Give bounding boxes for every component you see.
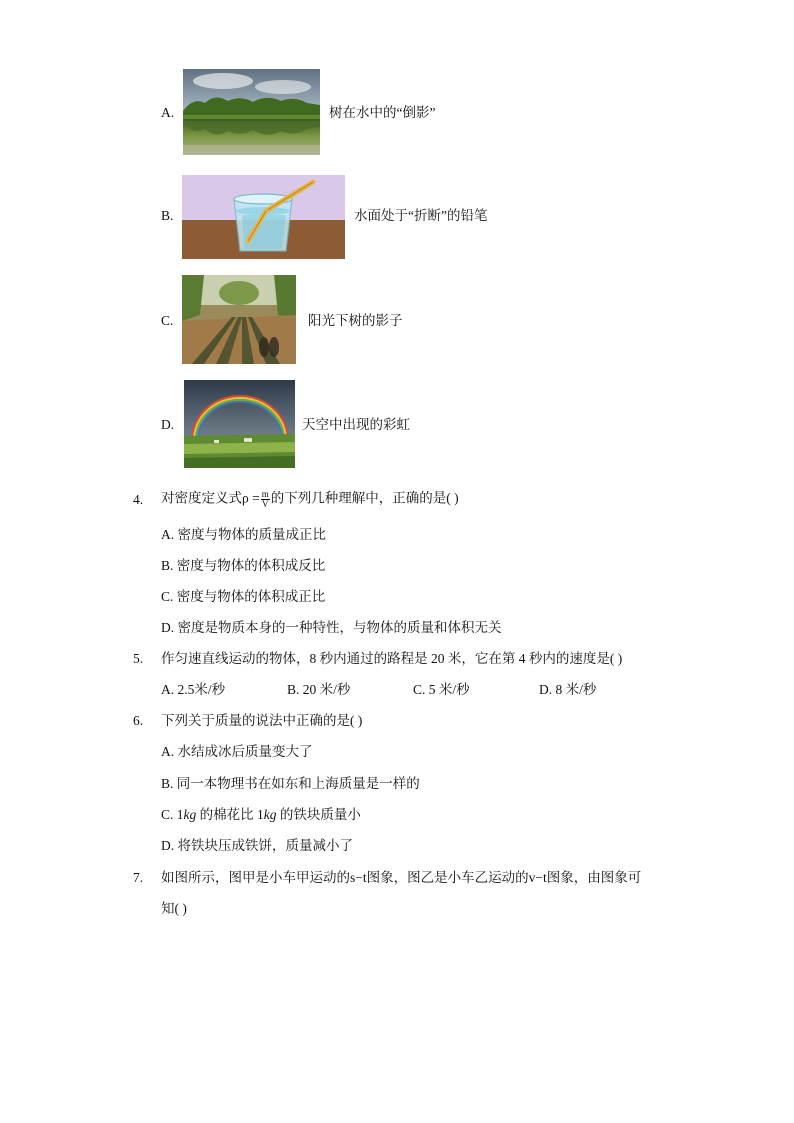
option-text: 密度与物体的质量成正比 — [177, 527, 326, 542]
option-letter: A. — [161, 744, 175, 759]
tree-reflection-image — [183, 69, 320, 155]
option-letter: B. — [161, 208, 174, 223]
option-letter: A. — [161, 682, 175, 697]
option-text: 20 米/秒 — [302, 682, 351, 697]
question-stem — [161, 490, 459, 509]
option-text: 水结成冰后质量变大了 — [177, 744, 313, 759]
rainbow-photo-icon — [184, 380, 295, 468]
question-stem-line-1: 如图所示，图甲是小车甲运动的s−t图象，图乙是小车乙运动的v−t图象，由图象可 — [161, 870, 642, 885]
fraction-denominator: V — [261, 499, 269, 509]
option-b — [161, 776, 420, 792]
option-text: 将铁块压成铁饼，质量减小了 — [177, 838, 353, 853]
fraction-numerator: m — [261, 489, 269, 499]
pencil-in-water-illustration-icon — [182, 175, 345, 259]
density-fraction — [261, 490, 270, 509]
tree-shadow-photo-icon — [182, 275, 296, 364]
stem-before-formula: 对密度定义式ρ = — [161, 490, 260, 506]
tree-reflection-photo-icon — [183, 69, 320, 155]
option-a — [161, 744, 313, 760]
option-caption: 阳光下树的影子 — [308, 313, 403, 328]
option-text: 8 米/秒 — [555, 682, 597, 697]
question-number: 5. — [133, 651, 144, 666]
option-a — [161, 527, 326, 543]
unit-kg: kg — [183, 807, 197, 822]
option-letter: A. — [161, 105, 175, 120]
option-letter: C. — [161, 807, 174, 822]
option-text-part: 1 — [176, 807, 184, 822]
option-letter: B. — [161, 558, 174, 573]
option-letter: D. — [161, 838, 175, 853]
option-caption: 天空中出现的彩虹 — [302, 417, 410, 432]
option-letter: B. — [161, 776, 174, 791]
question-stem-line-2: 知( ) — [161, 901, 187, 916]
option-text: 5 米/秒 — [428, 682, 470, 697]
question-stem: 下列关于质量的说法中正确的是( ) — [161, 713, 363, 728]
option-text-part: 的铁块质量小 — [276, 807, 361, 822]
option-c — [161, 807, 361, 823]
option-text-part: 的棉花比 1 — [196, 807, 264, 822]
option-text: 密度与物体的体积成反比 — [176, 558, 326, 573]
option-caption: 树在水中的“倒影” — [329, 105, 436, 120]
option-text: 密度与物体的体积成正比 — [176, 589, 326, 604]
option-d — [161, 838, 353, 854]
option-c — [413, 682, 470, 698]
option-letter: C. — [161, 589, 174, 604]
option-b — [287, 682, 350, 698]
tree-shadow-image — [182, 275, 296, 364]
option-d — [539, 682, 596, 698]
option-letter: D. — [161, 620, 175, 635]
option-text: 密度是物质本身的一种特性，与物体的质量和体积无关 — [177, 620, 502, 635]
pencil-in-water-image — [182, 175, 345, 259]
option-letter: A. — [161, 527, 175, 542]
option-caption: 水面处于“折断”的铅笔 — [354, 208, 488, 223]
option-letter: D. — [539, 682, 553, 697]
option-text: 2.5米/秒 — [177, 682, 226, 697]
question-number: 7. — [133, 870, 144, 885]
question-stem: 作匀速直线运动的物体，8 秒内通过的路程是 20 米，它在第 4 秒内的速度是( ) — [161, 651, 623, 666]
unit-kg: kg — [263, 807, 277, 822]
option-d — [161, 620, 502, 636]
question-number: 4. — [133, 492, 144, 507]
question-number: 6. — [133, 713, 144, 728]
option-a — [161, 682, 225, 698]
option-letter: C. — [161, 313, 174, 328]
option-letter: B. — [287, 682, 300, 697]
option-c — [161, 589, 325, 605]
option-text: 同一本物理书在如东和上海质量是一样的 — [176, 776, 420, 791]
stem-after-formula: 的下列几种理解中，正确的是( ) — [270, 490, 459, 506]
option-letter: D. — [161, 417, 175, 432]
option-letter: C. — [413, 682, 426, 697]
rainbow-image — [184, 380, 295, 468]
option-b — [161, 558, 325, 574]
